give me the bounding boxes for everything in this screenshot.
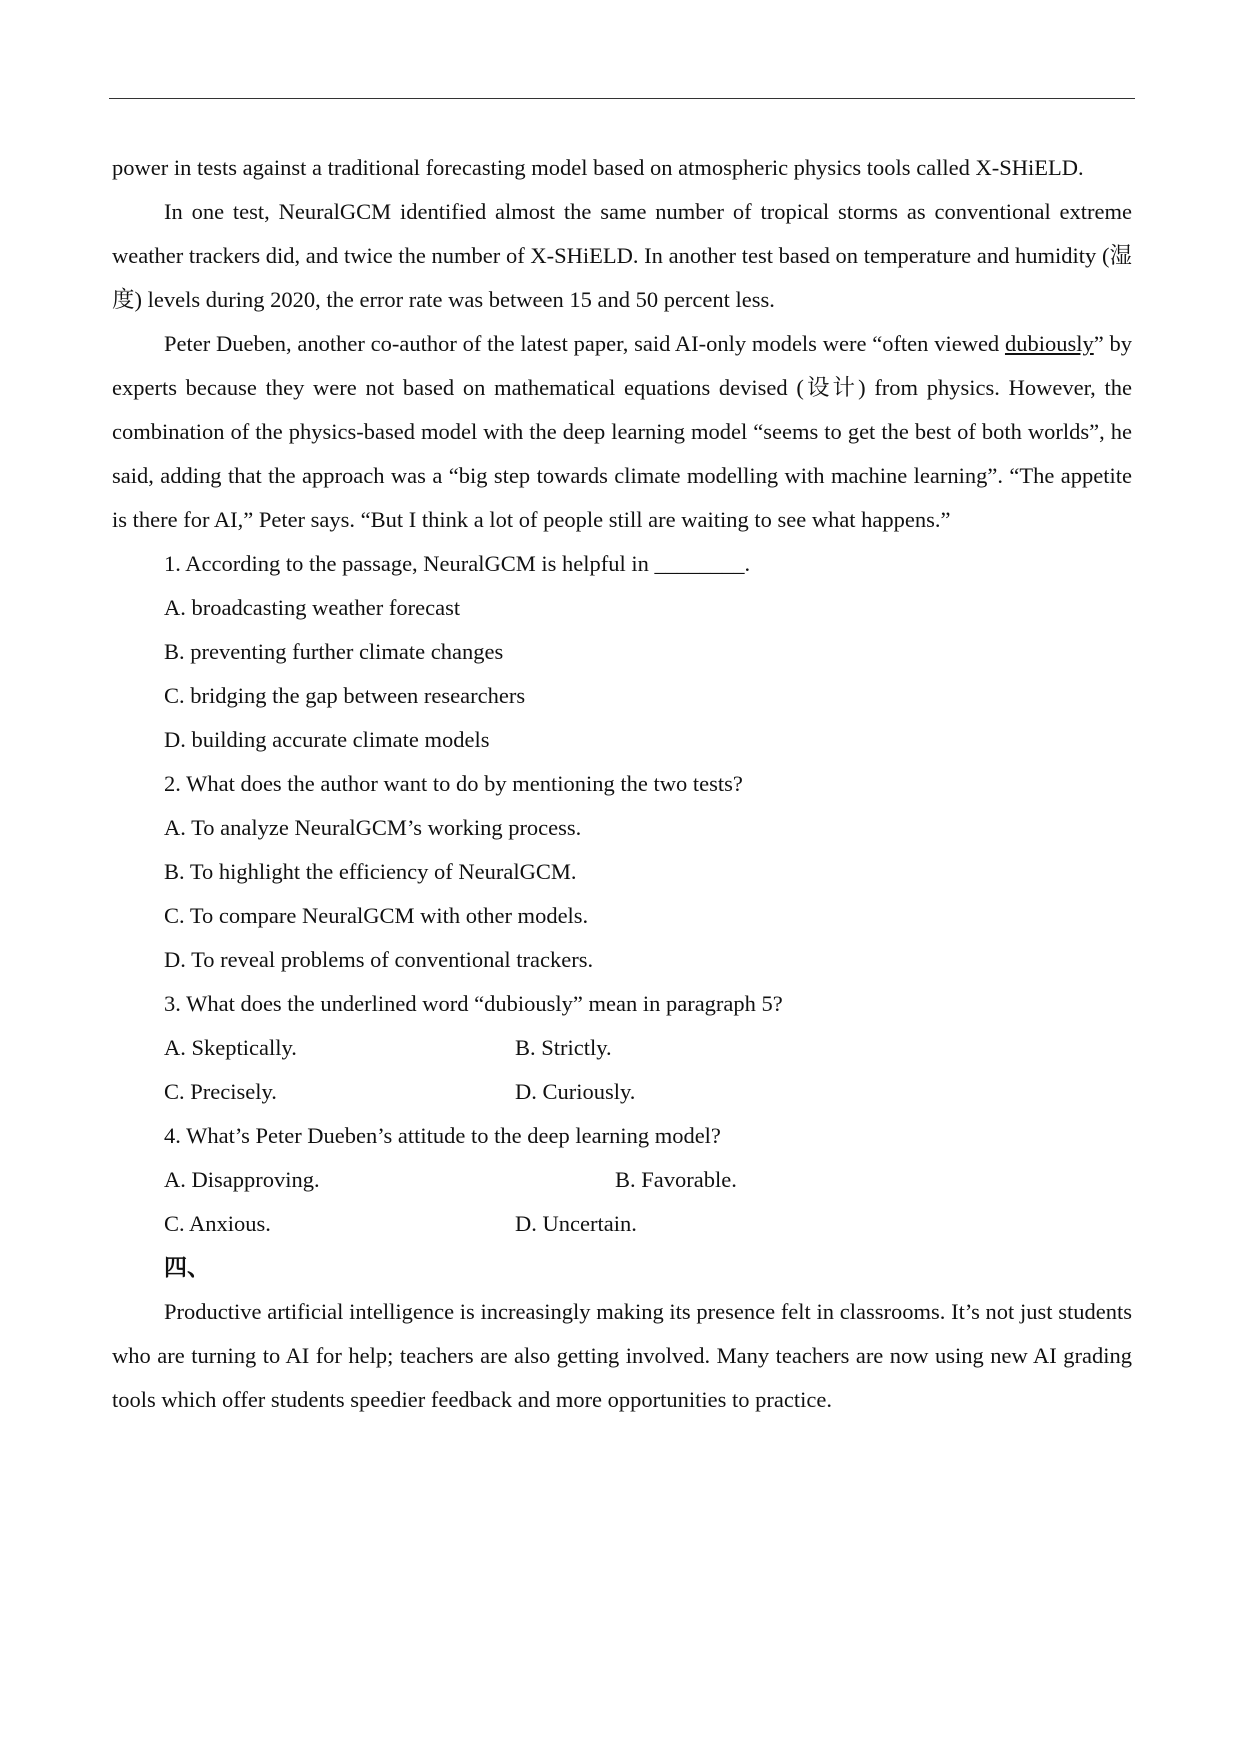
- answer-option: D. Curiously.: [515, 1079, 636, 1104]
- answer-option: A. Skeptically.: [164, 1035, 297, 1060]
- answer-row: [112, 1070, 1132, 1114]
- passage-paragraph: Productive artificial intelligence is increasingly making its presence felt in classrooms. It’s not just students who are turning to AI for help; teachers are also getting involved. Many teachers are now using new AI grading tools which offer students speedier feedback and more opportunities to practice.: [112, 1299, 1132, 1412]
- answer-option: B. Favorable.: [615, 1167, 737, 1192]
- question-stem: 3. What does the underlined word “dubiously” mean in paragraph 5?: [164, 991, 783, 1016]
- answer-option: C. Anxious.: [164, 1211, 271, 1236]
- answer-row: [112, 1158, 1132, 1202]
- answer-option: C. To compare NeuralGCM with other models.: [164, 903, 589, 928]
- section-heading: 四、: [164, 1255, 210, 1280]
- passage-paragraph: In one test, NeuralGCM identified almost the same number of tropical storms as conventional extreme weather trackers did, and twice the number of X-SHiELD. In another test based on temperature and humidity (湿度) levels during 2020, the error rate was between 15 and 50 percent less.: [112, 199, 1132, 312]
- document-body: [112, 146, 1132, 1422]
- answer-option: C. Precisely.: [164, 1079, 277, 1104]
- answer-option: D. building accurate climate models: [164, 727, 490, 752]
- answer-option: B. preventing further climate changes: [164, 639, 504, 664]
- question-stem: 4. What’s Peter Dueben’s attitude to the deep learning model?: [164, 1123, 721, 1148]
- passage-text: ” by experts because they were not based on mathematical equations devised (设计) from physics. However, the combination of the physics-based model with the deep learning model “seems to get the best of both worlds”, he said, adding that the approach was a “big step towards climate modelling with machine learning”. “The appetite is there for AI,” Peter says. “But I think a lot of people still are waiting to see what happens.”: [112, 331, 1133, 532]
- passage-paragraph: [112, 322, 1132, 542]
- header-rule: [109, 98, 1135, 99]
- question-stem: 2. What does the author want to do by mentioning the two tests?: [164, 771, 743, 796]
- answer-option: D. To reveal problems of conventional trackers.: [164, 947, 594, 972]
- answer-row: [112, 1026, 1132, 1070]
- passage-paragraph: power in tests against a traditional forecasting model based on atmospheric physics tools called X-SHiELD.: [112, 155, 1084, 180]
- answer-option: A. broadcasting weather forecast: [164, 595, 461, 620]
- answer-option: C. bridging the gap between researchers: [164, 683, 526, 708]
- answer-option: D. Uncertain.: [515, 1211, 637, 1236]
- answer-option: B. Strictly.: [515, 1035, 612, 1060]
- answer-row: [112, 1202, 1132, 1246]
- passage-text: Peter Dueben, another co-author of the latest paper, said AI-only models were “often viewed: [164, 331, 1005, 356]
- question-stem: 1. According to the passage, NeuralGCM is helpful in ________.: [164, 551, 751, 576]
- answer-option: B. To highlight the efficiency of NeuralGCM.: [164, 859, 577, 884]
- underlined-word: dubiously: [1004, 331, 1094, 356]
- answer-option: A. To analyze NeuralGCM’s working process.: [164, 815, 582, 840]
- answer-option: A. Disapproving.: [164, 1167, 320, 1192]
